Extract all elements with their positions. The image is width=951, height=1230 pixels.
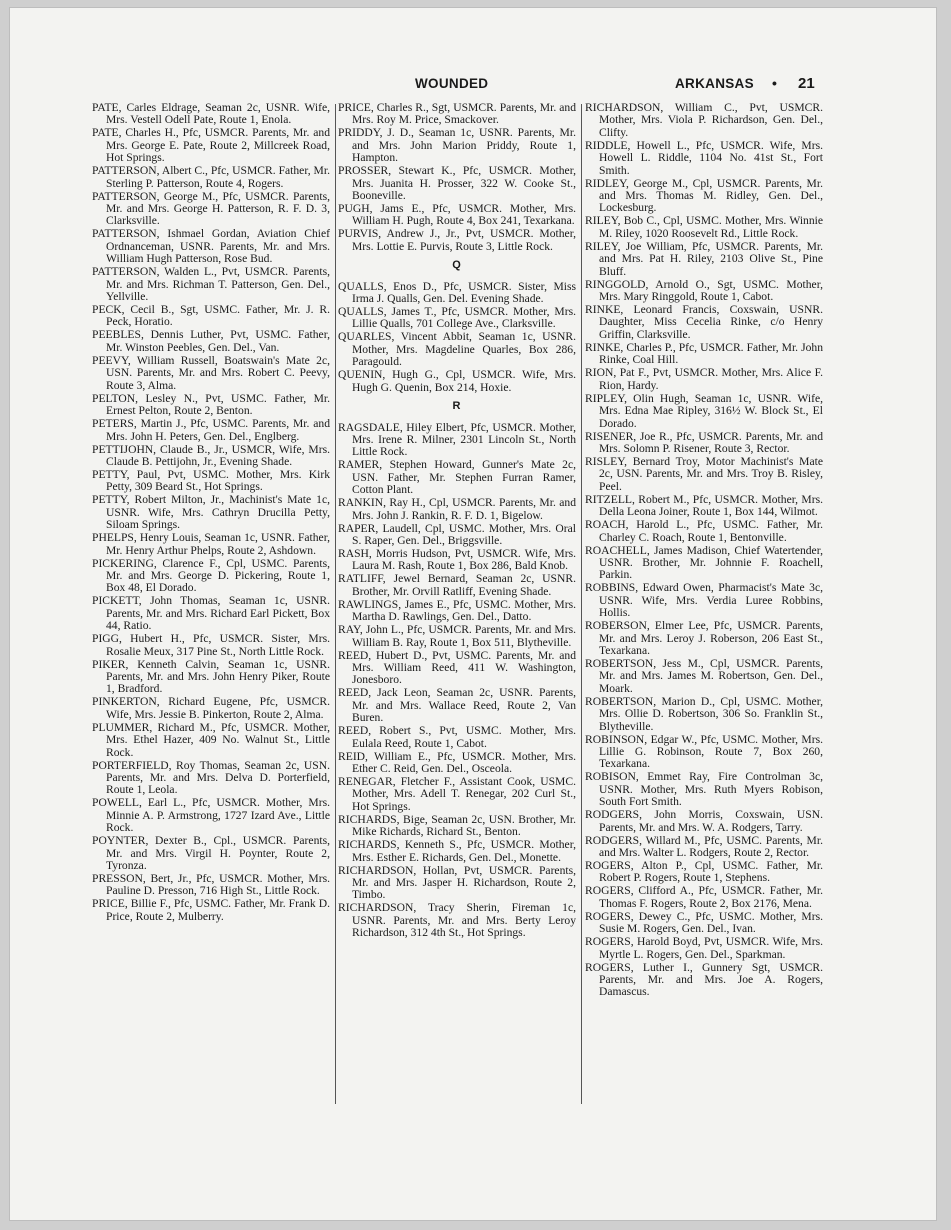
casualty-entry: RISENER, Joe R., Pfc, USMCR. Parents, Mr. and Mrs. Solomn P. Risener, Route 3, Rector. — [585, 429, 823, 455]
casualty-entry: PATTERSON, Walden L., Pvt, USMCR. Parents, Mr. and Mrs. Richman T. Patterson, Gen. Del., Yellville. — [92, 265, 330, 304]
page-number: 21 — [798, 75, 815, 92]
casualty-entry: ROGERS, Harold Boyd, Pvt, USMCR. Wife, Mrs. Myrtle L. Rogers, Gen. Del., Sparkman. — [585, 935, 823, 961]
casualty-entry: RAPER, Laudell, Cpl, USMC. Mother, Mrs. Oral S. Raper, Gen. Del., Briggsville. — [338, 521, 576, 547]
casualty-entry: POWELL, Earl L., Pfc, USMCR. Mother, Mrs. Minnie A. P. Armstrong, 1727 Izard Ave., Little Rock. — [92, 796, 330, 835]
casualty-entry: PLUMMER, Richard M., Pfc, USMCR. Mother, Mrs. Ethel Hazer, 409 No. Walnut St., Little Rock. — [92, 720, 330, 759]
casualty-entry: PETTY, Robert Milton, Jr., Machinist's Mate 1c, USNR. Wife, Mrs. Cathryn Drucilla Petty, Siloam Springs. — [92, 493, 330, 532]
casualty-entry: RINGGOLD, Arnold O., Sgt, USMC. Mother, Mrs. Mary Ringgold, Route 1, Cabot. — [585, 277, 823, 304]
casualty-entry: PETTY, Paul, Pvt, USMC. Mother, Mrs. Kirk Petty, 309 Beard St., Hot Springs. — [92, 467, 330, 494]
casualty-entry: RIDDLE, Howell L., Pfc, USMCR. Wife, Mrs. Howell L. Riddle, 1104 No. 41st St., Fort Smith. — [585, 138, 823, 177]
casualty-entry: QUARLES, Vincent Abbit, Seaman 1c, USNR. Mother, Mrs. Magdeline Quarles, Box 286, Paragould. — [338, 330, 576, 369]
casualty-entry: PELTON, Lesley N., Pvt, USMC. Father, Mr. Ernest Pelton, Route 2, Benton. — [92, 391, 330, 418]
casualty-entry: PATE, Charles H., Pfc, USMCR. Parents, Mr. and Mrs. George E. Pate, Route 2, Millcreek Road, Hot Springs. — [92, 126, 330, 165]
casualty-entry: PHELPS, Henry Louis, Seaman 1c, USNR. Father, Mr. Henry Arthur Phelps, Route 2, Ashdown. — [92, 531, 330, 557]
bullet-separator: • — [772, 75, 777, 91]
casualty-entry: RINKE, Charles P., Pfc, USMCR. Father, Mr. John Rinke, Coal Hill. — [585, 340, 823, 367]
casualty-entry: RAMER, Stephen Howard, Gunner's Mate 2c, USN. Father, Mr. Stephen Furran Ramer, Cotton Plant. — [338, 458, 576, 497]
casualty-entry: QUENIN, Hugh G., Cpl, USMCR. Wife, Mrs. Hugh G. Quenin, Box 214, Hoxie. — [338, 368, 576, 394]
casualty-entry: RINKE, Leonard Francis, Coxswain, USNR. Daughter, Miss Cecelia Rinke, c/o Henry Griffin, Clarksville. — [585, 303, 823, 341]
casualty-entry: PECK, Cecil B., Sgt, USMC. Father, Mr. J. R. Peck, Horatio. — [92, 303, 330, 329]
casualty-entry: RICHARDS, Bige, Seaman 2c, USN. Brother, Mr. Mike Richards, Richard St., Benton. — [338, 812, 576, 839]
casualty-entry: RILEY, Joe William, Pfc, USMCR. Parents, Mr. and Mrs. Pat H. Riley, 2103 Olive St., Pine Bluff. — [585, 239, 823, 278]
casualty-entry: RIPLEY, Olin Hugh, Seaman 1c, USNR. Wife, Mrs. Edna Mae Ripley, 316½ W. Block St., El Dorado. — [585, 391, 823, 430]
casualty-entry: RAWLINGS, James E., Pfc, USMC. Mother, Mrs. Martha D. Rawlings, Gen. Del., Datto. — [338, 597, 576, 624]
casualty-entry: ROGERS, Luther I., Gunnery Sgt, USMCR. Parents, Mr. and Mrs. Joe A. Rogers, Damascus. — [585, 960, 823, 999]
casualty-entry: RODGERS, Willard M., Pfc, USMC. Parents, Mr. and Mrs. Walter L. Rodgers, Route 2, Rector. — [585, 833, 823, 860]
casualty-entry: ROGERS, Alton P., Cpl, USMC. Father, Mr. Robert P. Rogers, Route 1, Stephens. — [585, 859, 823, 885]
casualty-entry: RENEGAR, Fletcher F., Assistant Cook, USMC. Mother, Mrs. Adell T. Renegar, 202 Curl St., Hot Springs. — [338, 775, 576, 813]
column-divider — [581, 104, 582, 1104]
casualty-entry: POYNTER, Dexter B., Cpl., USMCR. Parents, Mr. and Mrs. Virgil H. Poynter, Route 2, Tyronza. — [92, 834, 330, 873]
casualty-entry: REED, Hubert D., Pvt, USMC. Parents, Mr. and Mrs. William Reed, 411 W. Washington, Jonesboro. — [338, 648, 576, 687]
section-letter-heading: R — [452, 400, 462, 413]
casualty-entry: PINKERTON, Richard Eugene, Pfc, USMCR. Wife, Mrs. Jessie B. Pinkerton, Route 2, Alma. — [92, 695, 330, 721]
casualty-entry: PATTERSON, George M., Pfc, USMCR. Parents, Mr. and Mrs. George H. Patterson, R. F. D. 3, Clarksville. — [92, 189, 330, 228]
casualty-entry: PRICE, Billie F., Pfc, USMC. Father, Mr. Frank D. Price, Route 2, Mulberry. — [92, 897, 330, 923]
casualty-entry: PRESSON, Bert, Jr., Pfc, USMCR. Mother, Mrs. Pauline D. Presson, 716 High St., Little Rock. — [92, 872, 330, 898]
column-divider — [335, 104, 336, 1104]
casualty-entry: RAGSDALE, Hiley Elbert, Pfc, USMCR. Mother, Mrs. Irene R. Milner, 2301 Lincoln St., North Little Rock. — [338, 420, 576, 459]
casualty-entry: PORTERFIELD, Roy Thomas, Seaman 2c, USN. Parents, Mr. and Mrs. Delva D. Porterfield, Route 1, Leola. — [92, 758, 330, 797]
casualty-entry: PIKER, Kenneth Calvin, Seaman 1c, USNR. Parents, Mr. and Mrs. John Henry Piker, Route 1, Bradford. — [92, 657, 330, 696]
casualty-entry: ROBERTSON, Jess M., Cpl, USMCR. Parents, Mr. and Mrs. James M. Robertson, Gen. Del., Moark. — [585, 656, 823, 695]
state-title: ARKANSAS — [675, 76, 754, 91]
casualty-entry: QUALLS, James T., Pfc, USMCR. Mother, Mrs. Lillie Qualls, 701 College Ave., Clarksville. — [338, 305, 576, 331]
casualty-entry: RION, Pat F., Pvt, USMCR. Mother, Mrs. Alice F. Rion, Hardy. — [585, 366, 823, 392]
section-title: WOUNDED — [415, 76, 489, 91]
casualty-entry: ROGERS, Dewey C., Pfc, USMC. Mother, Mrs. Susie M. Rogers, Gen. Del., Ivan. — [585, 909, 823, 936]
casualty-entry: PATTERSON, Albert C., Pfc, USMCR. Father, Mr. Sterling P. Patterson, Route 4, Rogers. — [92, 164, 330, 190]
casualty-entry: PATE, Carles Eldrage, Seaman 2c, USNR. Wife, Mrs. Vestell Odell Pate, Route 1, Enola. — [92, 101, 330, 127]
casualty-entry: PETTIJOHN, Claude B., Jr., USMCR, Wife, Mrs. Claude B. Pettijohn, Jr., Evening Shade. — [92, 442, 330, 468]
casualty-entry: PATTERSON, Ishmael Gordan, Aviation Chief Ordnanceman, USNR. Parents, Mr. and Mrs. William Hugh Patterson, Rose Bud. — [92, 227, 330, 266]
casualty-entry: REED, Jack Leon, Seaman 2c, USNR. Parents, Mr. and Mrs. Wallace Reed, Route 2, Van Buren. — [338, 686, 576, 725]
casualty-entry: RIDLEY, George M., Cpl, USMCR. Parents, Mr. and Mrs. Thomas M. Ridley, Gen. Del., Lockesburg. — [585, 176, 823, 215]
page-header — [10, 76, 936, 96]
casualty-entry: RODGERS, John Morris, Coxswain, USN. Parents, Mr. and Mrs. W. A. Rodgers, Tarry. — [585, 808, 823, 834]
casualty-entry: PUGH, Jams E., Pfc, USMCR. Mother, Mrs. William H. Pugh, Route 4, Box 241, Texarkana. — [338, 202, 576, 228]
document-page — [10, 8, 936, 1220]
casualty-entry: PEEVY, William Russell, Boatswain's Mate 2c, USN. Parents, Mr. and Mrs. Robert C. Peevy, Route 3, Alma. — [92, 353, 330, 392]
column-2 — [338, 102, 576, 940]
casualty-entry: ROACH, Harold L., Pfc, USMC. Father, Mr. Charley C. Roach, Route 1, Bentonville. — [585, 518, 823, 544]
casualty-entry: PROSSER, Stewart K., Pfc, USMCR. Mother, Mrs. Juanita H. Prosser, 322 W. Cooke St., Booneville. — [338, 164, 576, 203]
casualty-entry: RANKIN, Ray H., Cpl, USMCR. Parents, Mr. and Mrs. John J. Rankin, R. F. D. 1, Bigelow. — [338, 496, 576, 522]
casualty-entry: PURVIS, Andrew J., Jr., Pvt, USMCR. Mother, Mrs. Lottie E. Purvis, Route 3, Little Rock. — [338, 227, 576, 253]
column-3 — [585, 102, 823, 999]
section-letter-heading: Q — [452, 259, 462, 272]
casualty-entry: PICKETT, John Thomas, Seaman 1c, USNR. Parents, Mr. and Mrs. Richard Earl Pickett, Box 44, Ratio. — [92, 594, 330, 633]
casualty-entry: REID, William E., Pfc, USMCR. Mother, Mrs. Ether C. Reid, Gen. Del., Osceola. — [338, 749, 576, 775]
casualty-entry: ROBBINS, Edward Owen, Pharmacist's Mate 3c, USNR. Wife, Mrs. Verdia Luree Robbins, Hollis. — [585, 581, 823, 620]
casualty-entry: RILEY, Bob C., Cpl, USMC. Mother, Mrs. Winnie M. Riley, 1020 Roosevelt Rd., Little Rock. — [585, 214, 823, 240]
casualty-entry: RITZELL, Robert M., Pfc, USMCR. Mother, Mrs. Della Leona Joiner, Route 1, Box 144, Wilmot. — [585, 492, 823, 519]
casualty-entry: PEEBLES, Dennis Luther, Pvt, USMC. Father, Mr. Winston Peebles, Gen. Del., Van. — [92, 328, 330, 354]
casualty-entry: ROBERTSON, Marion D., Cpl, USMC. Mother, Mrs. Ollie D. Robertson, 306 So. Franklin St., Blytheville. — [585, 694, 823, 733]
casualty-entry: RICHARDS, Kenneth S., Pfc, USMCR. Mother, Mrs. Esther E. Richards, Gen. Del., Monette. — [338, 838, 576, 864]
casualty-entry: RISLEY, Bernard Troy, Motor Machinist's Mate 2c, USN. Parents, Mr. and Mrs. Troy B. Risley, Peel. — [585, 454, 823, 493]
casualty-entry: PRICE, Charles R., Sgt, USMCR. Parents, Mr. and Mrs. Roy M. Price, Smackover. — [338, 101, 576, 127]
casualty-entry: ROBINSON, Edgar W., Pfc, USMC. Mother, Mrs. Lillie G. Robinson, Route 7, Box 260, Texarkana. — [585, 732, 823, 771]
casualty-entry: ROGERS, Clifford A., Pfc, USMCR. Father, Mr. Thomas F. Rogers, Route 2, Box 2176, Mena. — [585, 884, 823, 910]
casualty-entry: ROACHELL, James Madison, Chief Watertender, USNR. Brother, Mr. Johnnie F. Roachell, Parkin. — [585, 543, 823, 582]
casualty-entry: PETERS, Martin J., Pfc, USMC. Parents, Mr. and Mrs. John H. Peters, Gen. Del., Englberg. — [92, 417, 330, 443]
column-1 — [92, 102, 330, 924]
casualty-entry: RASH, Morris Hudson, Pvt, USMCR. Wife, Mrs. Laura M. Rash, Route 1, Box 286, Bald Knob. — [338, 546, 576, 573]
casualty-entry: RAY, John L., Pfc, USMCR. Parents, Mr. and Mrs. William B. Ray, Route 1, Box 511, Blytheville. — [338, 623, 576, 649]
casualty-entry: QUALLS, Enos D., Pfc, USMCR. Sister, Miss Irma J. Qualls, Gen. Del. Evening Shade. — [338, 279, 576, 306]
casualty-entry: ROBERSON, Elmer Lee, Pfc, USMCR. Parents, Mr. and Mrs. Leroy J. Roberson, 206 East St., Texarkana. — [585, 619, 823, 657]
casualty-entry: RICHARDSON, Tracy Sherin, Fireman 1c, USNR. Parents, Mr. and Mrs. Berty Leroy Richardson, 312 4th St., Hot Springs. — [338, 901, 576, 940]
casualty-entry: RATLIFF, Jewel Bernard, Seaman 2c, USNR. Brother, Mr. Orvill Ratliff, Evening Shade. — [338, 572, 576, 598]
casualty-entry: RICHARDSON, Hollan, Pvt, USMCR. Parents, Mr. and Mrs. Jasper H. Richardson, Route 2, Timbo. — [338, 863, 576, 902]
casualty-entry: REED, Robert S., Pvt, USMC. Mother, Mrs. Eulala Reed, Route 1, Cabot. — [338, 724, 576, 750]
casualty-entry: RICHARDSON, William C., Pvt, USMCR. Mother, Mrs. Viola P. Richardson, Gen. Del., Clifty. — [585, 101, 823, 139]
casualty-entry: PIGG, Hubert H., Pfc, USMCR. Sister, Mrs. Rosalie Meux, 317 Pine St., North Little Rock. — [92, 632, 330, 658]
casualty-entry: PRIDDY, J. D., Seaman 1c, USNR. Parents, Mr. and Mrs. John Marion Priddy, Route 1, Hampton. — [338, 126, 576, 165]
casualty-entry: PICKERING, Clarence F., Cpl, USMC. Parents, Mr. and Mrs. George D. Pickering, Route 1, Box 48, El Dorado. — [92, 556, 330, 595]
casualty-entry: ROBISON, Emmet Ray, Fire Controlman 3c, USNR. Mother, Mrs. Ruth Myers Robison, South Fort Smith. — [585, 770, 823, 809]
